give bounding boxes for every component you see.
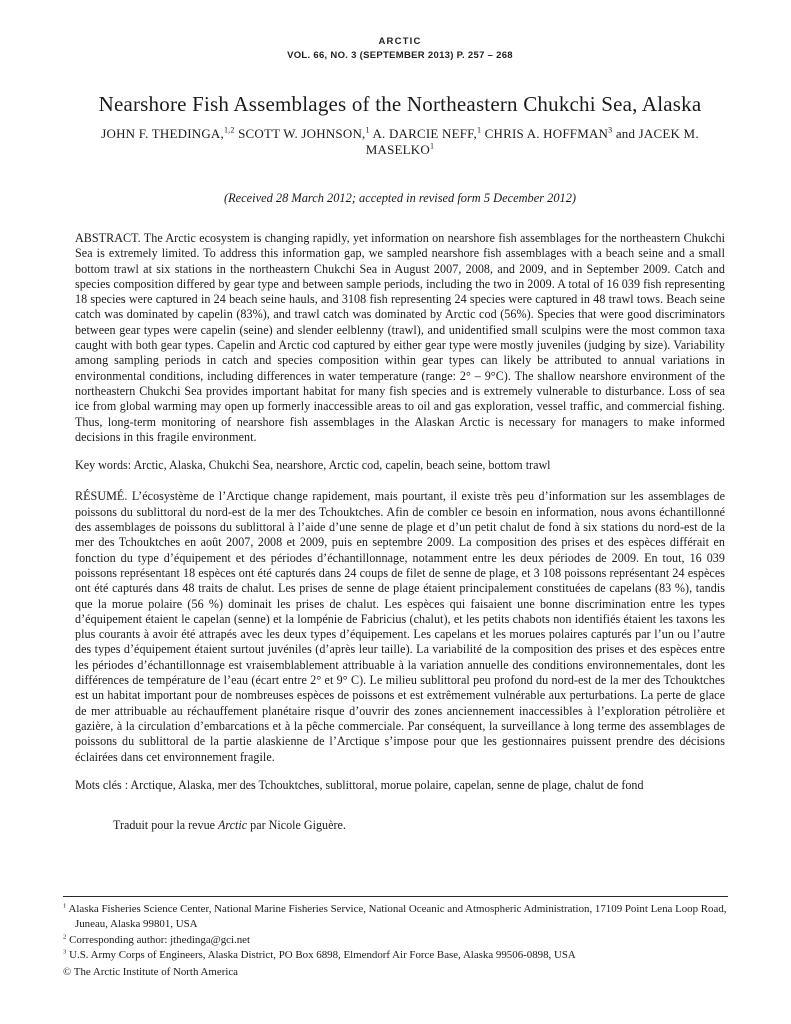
footnote-marker: 3: [63, 948, 67, 956]
translation-journal-name: Arctic: [218, 818, 248, 833]
affiliation-sup: 1: [430, 141, 435, 151]
footnote-corresponding-author: [63, 933, 728, 948]
issue-volume-pages: VOL. 66, NO. 3 (SEPTEMBER 2013) P. 257 – 268: [287, 50, 513, 61]
text-column: [75, 0, 725, 845]
footnote-text: Corresponding author: jthedinga@gci.net: [69, 933, 251, 946]
author-line: [75, 126, 725, 158]
footnote-marker: 1: [63, 902, 67, 910]
author-thedinga: JOHN F. THEDINGA,$^{1,2}$: [101, 125, 235, 141]
footnote-block: [63, 896, 728, 980]
keywords-line: Key words: Arctic, Alaska, Chukchi Sea, nearshore, Arctic cod, capelin, beach seine, bottom trawl: [75, 458, 551, 473]
affiliation-sup: 3: [608, 125, 613, 135]
mots-cles-line: Mots clés : Arctique, Alaska, mer des Tchouktches, sublittoral, morue polaire, capelan, senne de plage, chalut de fond: [75, 777, 644, 792]
author-hoffman: CHRIS A. HOFFMAN$^3$: [481, 125, 613, 141]
translation-prefix: Traduit pour la revue: [113, 818, 219, 833]
journal-name: ARCTIC: [378, 36, 422, 47]
affiliation-sup: 1: [476, 125, 482, 135]
affiliation-sup: 1,2: [223, 125, 235, 135]
footnote-text: U.S. Army Corps of Engineers, Alaska District, PO Box 6898, Elmendorf Air Force Base, Alaska 99506-0898, USA: [69, 949, 576, 962]
affiliation-sup: 1: [365, 125, 370, 135]
footnote-text: Alaska Fisheries Science Center, National Marine Fisheries Service, National Oceanic and Atmospheric Administration, 17109 Point Lena Loop Road, Juneau, Alaska 99801, USA: [68, 903, 727, 931]
received-accepted-line: (Received 28 March 2012; accepted in revised form 5 December 2012): [223, 191, 577, 205]
translation-credit-line: [75, 818, 725, 833]
author-neff: A. DARCIE NEFF,$^1$: [369, 125, 482, 141]
footnote-marker: 2: [63, 933, 67, 941]
resume-paragraph: RÉSUMÉ. L’écosystème de l’Arctique change rapidement, mais pourtant, il existe très peu d’information sur les assemblages de poissons du sublittoral du nord-est de la mer des Tchouktches. Afin de combler ce besoin en information, nous avons échantillonné des assemblages de poissons du sublittoral à l’aide d’une senne de plage et d’un petit chalut de fond à six stations du nord-est de la mer des Tchouktches en août 2007, 2008 et 2009, puis en septembre 2009. La composition des prises et des espèces différait en fonction du type d’équipement et des périodes d’échantillonnage, notamment entre les deux périodes de 2009. En tout, 16 039 poissons représentant 18 espèces ont été capturés dans 24 coups de filet de senne de plage, et 3 108 poissons représentant 24 espèces ont été capturés dans 48 traits de chalut. Les prises de senne de plage étaient principalement constituées de capelans (83 %), tandis que la morue polaire (56 %) dominait les prises de chalut. Les espèces qui faisaient une bonne discrimination entre les types d’équipement étaient le capelan (senne) et la lompénie de Fabricius (chalut), et les petits chabots non identifiés étaient les taxons les plus courants à avoir été attrapés avec les deux types d’équipement. Les capelans et les morues polaires capturés par l’un ou l’autre des types d’équipement étaient surtout juvéniles (d’après leur taille). La variabilité de la composition des prises et des espèces entre les périodes d’échantillonnage est vraisemblablement attribuable à la variation annuelle des conditions environnementales, dont les différences de température de l’eau (écart entre 2° et 9° C). Le milieu sublittoral peu profond du nord-est de la mer des Tchouktches est un habitat important pour de nombreuses espèces de poissons et est extrêmement vulnérable aux perturbations. La perte de glace de mer attribuable au réchauffement planétaire risque d’ouvrir des zones anciennement inaccessibles à l’exploration pétrolière et gazière, à la circulation d’embarcations et à la pêche commerciale. Par conséquent, la surveillance à long terme des assemblages de poissons du sublittoral de la partie alaskienne de l’Arctique s’impose pour que les gestionnaires puissent prendre des décisions éclairées dans cet environnement fragile.: [75, 489, 725, 764]
masthead: [75, 0, 725, 61]
abstract-paragraph: ABSTRACT. The Arctic ecosystem is changing rapidly, yet information on nearshore fish assemblages for the northeastern Chukchi Sea is extremely limited. To address this information gap, we sampled nearshore fish assemblages with a beach seine and a small bottom trawl at six stations in the northeastern Chukchi Sea in August 2007, 2008, and 2009, and in September 2009. Catch and species composition differed by gear type and between sample periods, including the two in 2009. A total of 16 039 fish representing 18 species were captured in 24 beach seine hauls, and 3108 fish representing 24 species were captured in 48 trawl tows. Beach seine catch was dominated by capelin (83%), and trawl catch was dominated by Arctic cod (56%). Species that were good discriminators between gear types were capelin (seine) and slender eelblenny (trawl), and unidentified small sculpins were the most common taxa caught with both gear types. Capelin and Arctic cod captured by either gear type were mostly juveniles (judging by size). Variability among sampling periods in catch and species composition within gear types can likely be attributed to annual variations in environmental conditions, including differences in water temperature (range: 2° – 9°C). The shallow nearshore environment of the northeastern Chukchi Sea provides important habitat for many fish species and is extremely vulnerable to disturbance. Loss of sea ice from global warming may open up formerly inaccessible areas to oil and gas exploration, vessel traffic, and commercial fishing. Thus, long-term monitoring of nearshore fish assemblages in the Alaskan Arctic is necessary for managers to make informed decisions in this fragile environment.: [75, 231, 725, 444]
footnote-affiliation-1: [63, 902, 728, 933]
author-maselko: and JACEK M. MASELKO$^1$: [365, 126, 699, 157]
article-title: Nearshore Fish Assemblages of the Northeastern Chukchi Sea, Alaska: [98, 92, 702, 116]
footnote-affiliation-3: [63, 948, 728, 963]
author-johnson: SCOTT W. JOHNSON,$^1$: [234, 125, 370, 141]
translation-suffix: par Nicole Giguère.: [247, 818, 346, 833]
copyright-line: © The Arctic Institute of North America: [63, 965, 239, 978]
